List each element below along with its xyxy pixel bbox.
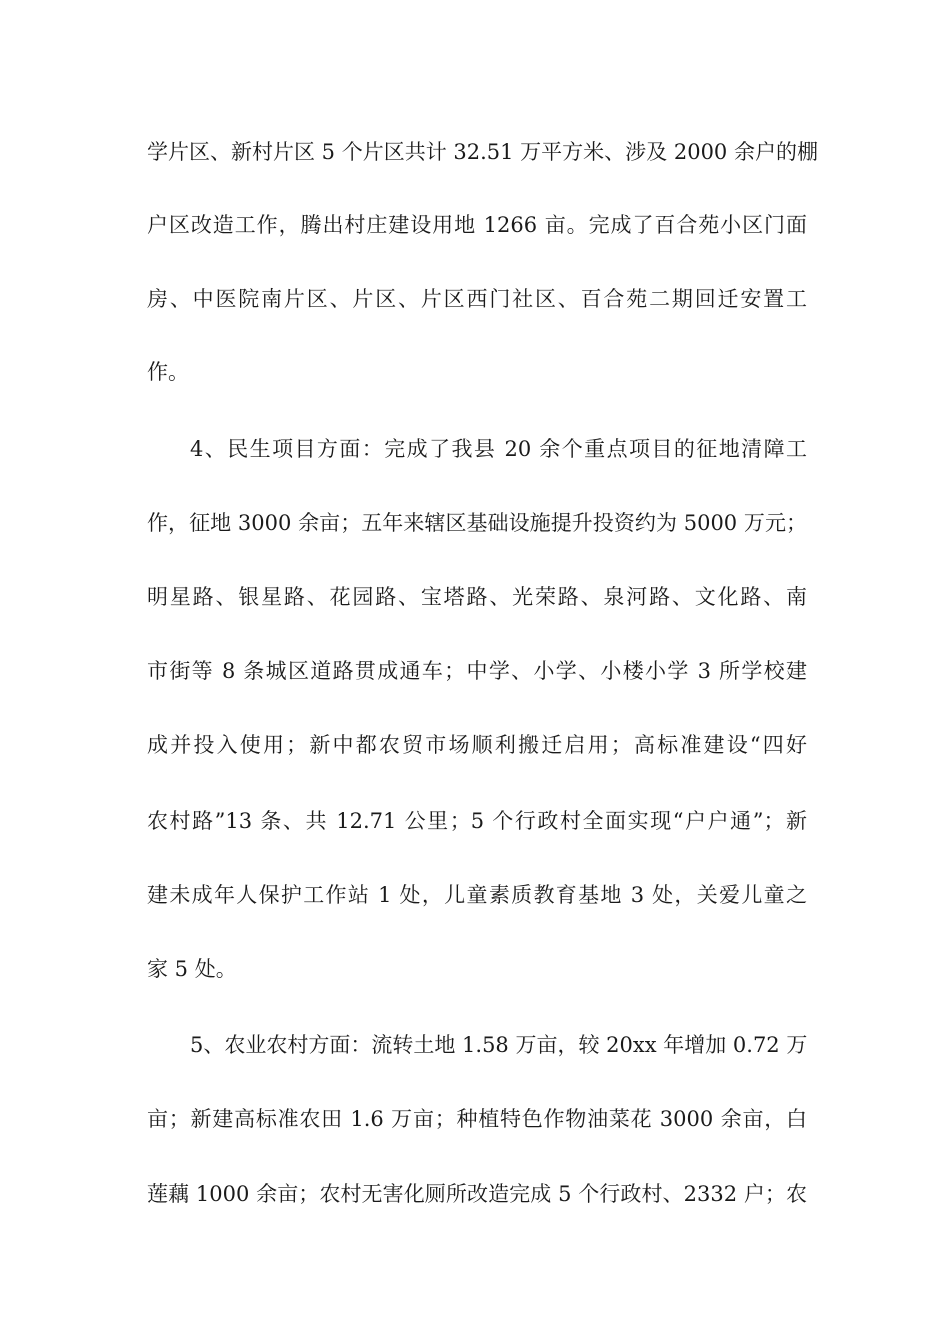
body-line: 市街等 8 条城区道路贯成通车；中学、小学、小楼小学 3 所学校建: [147, 659, 807, 683]
body-line: 房、中医院南片区、片区、片区西门社区、百合苑二期回迁安置工: [147, 287, 807, 311]
body-line: 作，征地 3000 余亩；五年来辖区基础设施提升投资约为 5000 万元；: [147, 511, 807, 535]
body-line: 农村路”13 条、共 12.71 公里；5 个行政村全面实现“户户通”；新: [147, 809, 807, 833]
body-line: 成并投入使用；新中都农贸市场顺利搬迁启用；高标准建设“四好: [147, 733, 807, 757]
body-line: 家 5 处。: [147, 957, 237, 981]
body-line: 户区改造工作，腾出村庄建设用地 1266 亩。完成了百合苑小区门面: [147, 213, 807, 237]
paragraph-5-first-line: 5、农业农村方面：流转土地 1.58 万亩，较 20xx 年增加 0.72 万: [190, 1033, 808, 1057]
body-line: 建未成年人保护工作站 1 处，儿童素质教育基地 3 处，关爱儿童之: [147, 883, 807, 907]
body-line: 作。: [147, 360, 189, 384]
body-line: 亩；新建高标准农田 1.6 万亩；种植特色作物油菜花 3000 余亩，白: [147, 1107, 807, 1131]
paragraph-4-first-line: 4、民生项目方面：完成了我县 20 余个重点项目的征地清障工: [190, 437, 807, 461]
body-line: 学片区、新村片区 5 个片区共计 32.51 万平方米、涉及 2000 余户的棚: [147, 140, 818, 164]
body-line: 莲藕 1000 余亩；农村无害化厕所改造完成 5 个行政村、2332 户；农: [147, 1182, 807, 1206]
body-line: 明星路、银星路、花园路、宝塔路、光荣路、泉河路、文化路、南: [147, 585, 807, 609]
